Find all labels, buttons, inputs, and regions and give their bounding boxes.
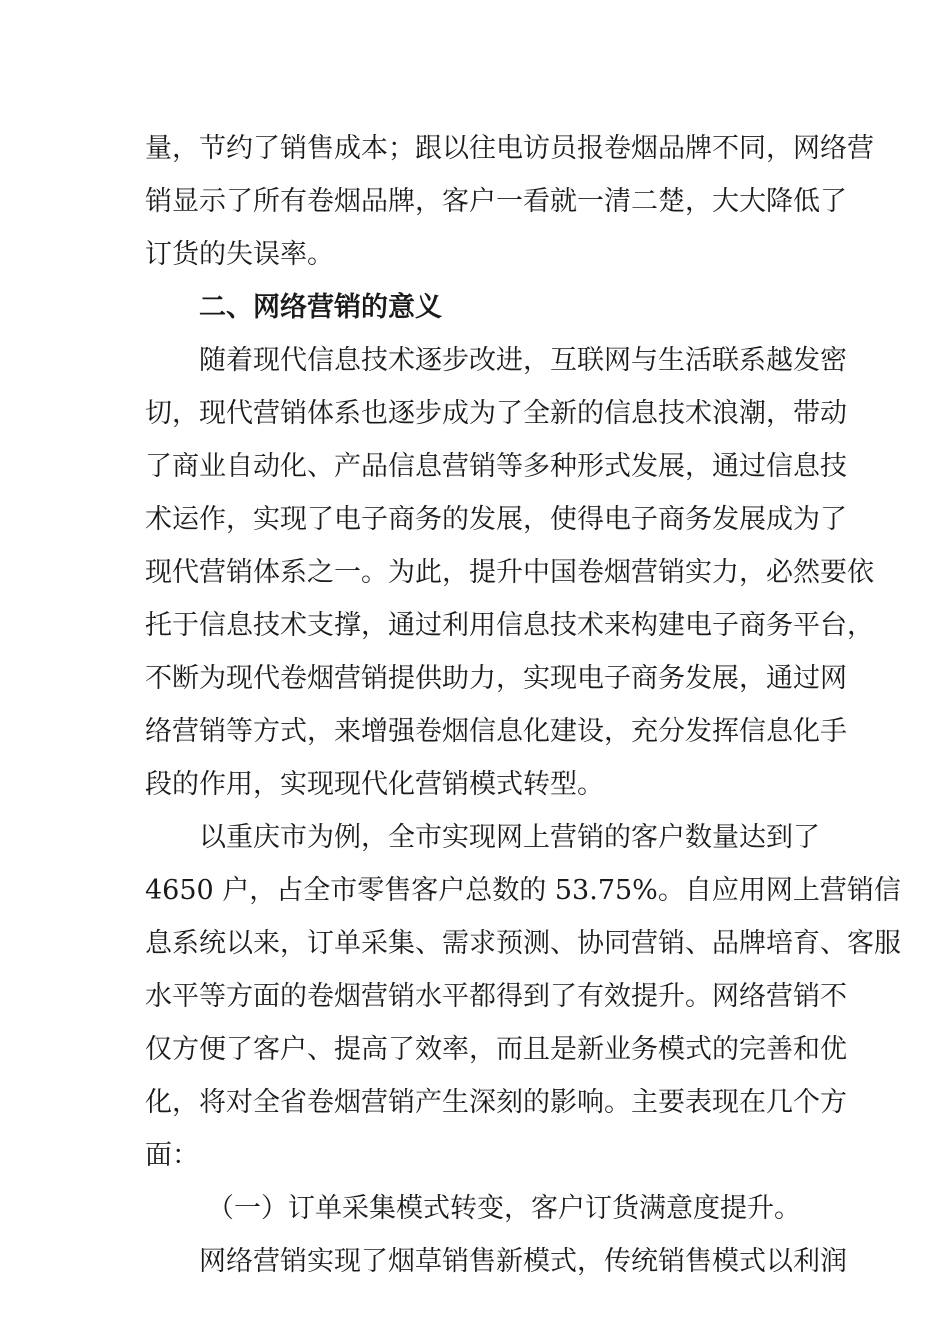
paragraph-line: 不断为现代卷烟营销提供助力，实现电子商务发展，通过网: [145, 663, 847, 694]
subsection-heading: （一）订单采集模式转变，客户订货满意度提升。: [207, 1193, 801, 1224]
paragraph-line: 息系统以来，订单采集、需求预测、协同营销、品牌培育、客服: [145, 928, 901, 959]
document-body: [145, 122, 901, 1288]
paragraph-line: 化，将对全省卷烟营销产生深刻的影响。主要表现在几个方: [145, 1087, 847, 1118]
paragraph-line: 现代营销体系之一。为此，提升中国卷烟营销实力，必然要依: [145, 557, 874, 588]
paragraph-line: 4650 户，占全市零售客户总数的 53.75%。自应用网上营销信: [145, 875, 901, 906]
paragraph-line: 水平等方面的卷烟营销水平都得到了有效提升。网络营销不: [145, 981, 847, 1012]
paragraph-line: 网络营销实现了烟草销售新模式，传统销售模式以利润: [199, 1246, 847, 1277]
paragraph-line: 订货的失误率。: [145, 239, 334, 270]
paragraph-line: 术运作，实现了电子商务的发展，使得电子商务发展成为了: [145, 504, 847, 535]
paragraph-line: 以重庆市为例，全市实现网上营销的客户数量达到了: [199, 822, 820, 853]
paragraph-line: 随着现代信息技术逐步改进，互联网与生活联系越发密: [199, 345, 847, 376]
paragraph-line: 面：: [145, 1140, 199, 1171]
paragraph-line: 切，现代营销体系也逐步成为了全新的信息技术浪潮，带动: [145, 398, 847, 429]
section-heading: 二、网络营销的意义: [199, 292, 442, 323]
paragraph-line: 了商业自动化、产品信息营销等多种形式发展，通过信息技: [145, 451, 847, 482]
paragraph-line: 仅方便了客户、提高了效率，而且是新业务模式的完善和优: [145, 1034, 847, 1065]
paragraph-line: 络营销等方式，来增强卷烟信息化建设，充分发挥信息化手: [145, 716, 847, 747]
paragraph-line: 量，节约了销售成本；跟以往电访员报卷烟品牌不同，网络营: [145, 133, 874, 164]
paragraph-line: 销显示了所有卷烟品牌，客户一看就一清二楚，大大降低了: [145, 186, 847, 217]
paragraph-line: 托于信息技术支撑，通过利用信息技术来构建电子商务平台，: [145, 610, 874, 641]
paragraph-line: 段的作用，实现现代化营销模式转型。: [145, 769, 604, 800]
